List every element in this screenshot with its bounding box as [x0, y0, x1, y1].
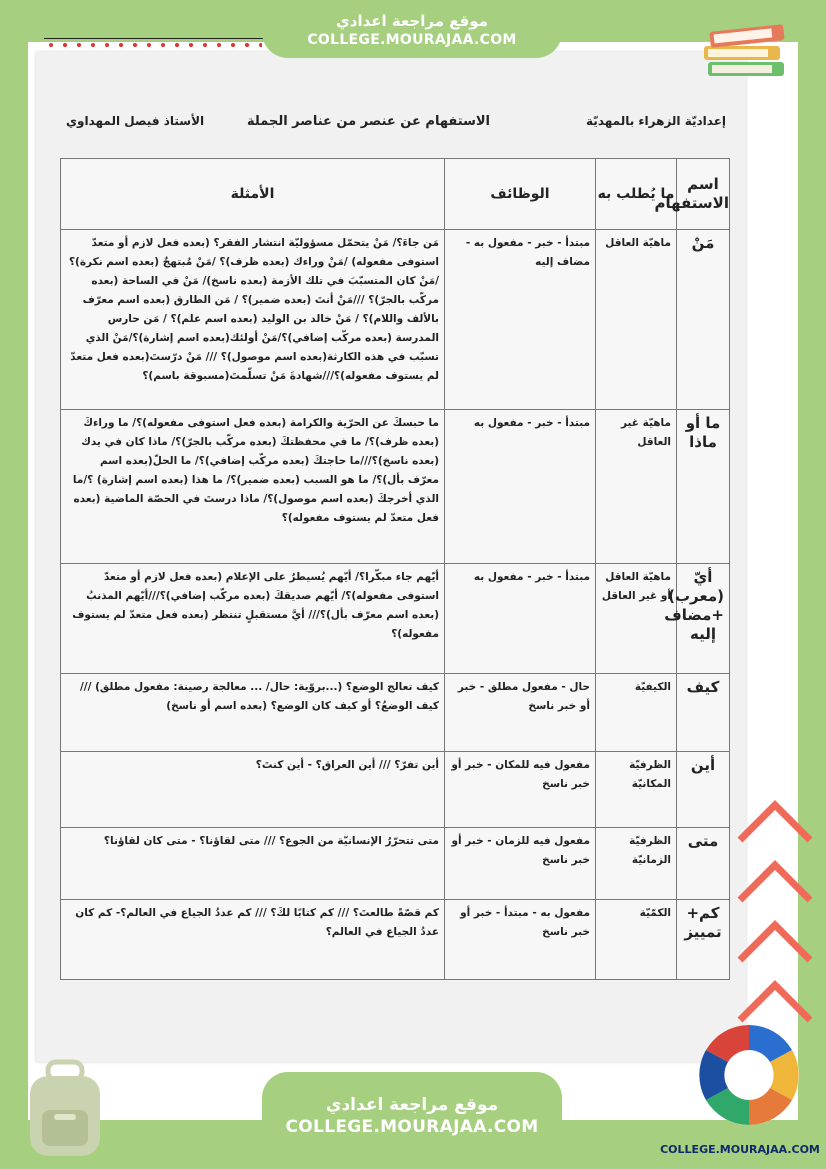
row-name: أين — [677, 752, 730, 828]
row-examples: مَن جاءَ؟/ مَنْ يتحمّل مسؤوليّة انتشار الفقر؟ (بعده فعل لازم أو متعدّ استوفى مفعوله) /مَنْ وراءك (بعده ظرف)؟ /مَنْ مُبتهجٌ (بعده اسم نكرة)؟ /مَنْ كان المتسبّبَ في تلك الأزمة (بعده ناسخ)/ مَنْ في الساحة (بعده مركّب بالجرّ)؟ ///مَنْ أنتَ (بعده ضمير)؟ / مَن الطارق (بعده اسم معرّف بالألف واللام)؟ / مَنْ خالد بن الوليد (بعده اسم علم)؟ / مَن حارس المدرسة (بعده مركّب إضافي)؟/مَنْ أولئك(بعده اسم إشارة)؟/مَنْ الذي تسبّب في هذه الكارثة(بعده اسم موصول)؟ /// مَنْ درّستَ(بعده فعل متعدّ لم يستوف مفعوله)؟///شهادةَ مَنْ تسلّمتَ(مسبوقة باسم)؟ — [61, 230, 445, 410]
row-examples: ما حبسكَ عن الحرّية والكرامة (بعده فعل استوفى مفعوله)؟/ ما وراءكَ (بعده ظرف)؟/ ما في محفظتكَ (بعده مركّب بالجرّ)؟/ ماذا كان في يدك (بعده ناسخ)؟///ما حاجتكَ (بعده مركّب إضافي)؟/ ما الحلّ(بعده اسم معرّف بأل)؟/ ما هو السبب (بعده ضمير)؟/ ما هذا (بعده اسم إشارة) ؟/ما الذي أخرجكَ (بعده اسم موصول)؟/ ماذا درستَ في الحصّة الماضية (بعده فعل متعدّ لم يستوف مفعوله)؟ — [61, 410, 445, 564]
col-functions: الوظائف — [445, 159, 596, 230]
row-name: كيف — [677, 674, 730, 752]
row-functions: مبتدأ - خبر - مفعول به — [445, 410, 596, 564]
backpack-icon — [18, 1058, 113, 1158]
site-name: موقع مراجعة اعدادي — [336, 12, 488, 30]
row-requested: الظرفيّة المكانيّة — [596, 752, 677, 828]
site-url-footer[interactable]: COLLEGE.MOURAJAA.COM — [285, 1117, 539, 1137]
row-examples: أيّهم جاء مبكّرا؟/ أيّهم يُسيطرُ على الإعلام (بعده فعل لازم أو متعدّ استوفى مفعوله)؟/ أيّهم صديقكَ (بعده مركّب إضافي)؟///أيّهم المذنبُ (بعده اسم معرّف بأل)؟/// أيَّ مستقبلٍ تنتظر (بعده فعل متعدّ لم يستوف مفعوله)؟ — [61, 564, 445, 674]
row-name: مَنْ — [677, 230, 730, 410]
row-requested: ماهيّة غير العاقل — [596, 410, 677, 564]
table-row — [61, 564, 730, 674]
lesson-title: الاستفهام عن عنصر من عناصر الجملة — [247, 114, 490, 129]
row-name: متى — [677, 828, 730, 900]
decorative-dots — [44, 42, 262, 48]
site-url[interactable]: COLLEGE.MOURAJAA.COM — [307, 32, 517, 48]
col-requested: ما يُطلب به — [596, 159, 677, 230]
books-icon — [700, 14, 790, 84]
row-requested: ماهيّة العاقل أو غير العاقل — [596, 564, 677, 674]
row-examples: متى تتحرّرُ الإنسانيّة من الجوع؟ /// متى لقاؤنا؟ - متى كان لقاؤنا؟ — [61, 828, 445, 900]
table-row — [61, 410, 730, 564]
table-row — [61, 752, 730, 828]
table-row — [61, 230, 730, 410]
school-name: إعداديّة الزهراء بالمهديّة — [586, 114, 726, 128]
row-functions: مفعول فيه للزمان - خبر أو خبر ناسخ — [445, 828, 596, 900]
table-row — [61, 900, 730, 980]
table-row — [61, 828, 730, 900]
site-name-footer: موقع مراجعة اعدادي — [325, 1095, 499, 1115]
col-name: اسم الاستفهام — [677, 159, 730, 230]
row-name: ما أو ماذا — [677, 410, 730, 564]
top-rule — [44, 38, 264, 39]
bottom-banner[interactable] — [262, 1072, 562, 1169]
row-functions: مبتدأ - خبر - مفعول به — [445, 564, 596, 674]
row-functions: مفعول فيه للمكان - خبر أو خبر ناسخ — [445, 752, 596, 828]
teacher-name: الأستاذ فيصل المهداوي — [66, 114, 205, 128]
table-header-row — [61, 159, 730, 230]
chevron-up-icon — [730, 790, 820, 1050]
row-name: كم+ تمييز — [677, 900, 730, 980]
top-banner[interactable] — [262, 0, 562, 58]
row-functions: حال - مفعول مطلق - خبر أو خبر ناسخ — [445, 674, 596, 752]
row-functions: مبتدأ - خبر - مفعول به - مضاف إليه — [445, 230, 596, 410]
row-examples: كيف تعالج الوضع؟ (...بروّية: حال/ ... معالجة رصينة: مفعول مطلق) ///كيف الوضعُ؟ أو كيف كان الوضع؟ (بعده اسم أو ناسخ) — [61, 674, 445, 752]
document-header — [60, 96, 730, 156]
row-requested: الكمّيّة — [596, 900, 677, 980]
row-requested: الكيفيّة — [596, 674, 677, 752]
education-wheel-logo — [696, 1022, 802, 1128]
row-examples: كم قصّةً طالعتَ؟ /// كم كتابًا لكَ؟ /// كم عددُ الجياع في العالم؟- كم كان عددُ الجياع في العالم؟ — [61, 900, 445, 980]
row-functions: مفعول به - مبتدأ - خبر أو خبر ناسخ — [445, 900, 596, 980]
interrogatives-table — [60, 158, 730, 980]
row-requested: ماهيّة العاقل — [596, 230, 677, 410]
col-examples: الأمثلة — [61, 159, 445, 230]
logo-url[interactable]: COLLEGE.MOURAJAA.COM — [660, 1143, 820, 1156]
table-row — [61, 674, 730, 752]
row-examples: أين تفرّ؟ /// أين العراق؟ - أين كنتَ؟ — [61, 752, 445, 828]
row-name: أيّ (معرب) +مضاف إليه — [677, 564, 730, 674]
row-requested: الظرفيّة الزمانيّة — [596, 828, 677, 900]
